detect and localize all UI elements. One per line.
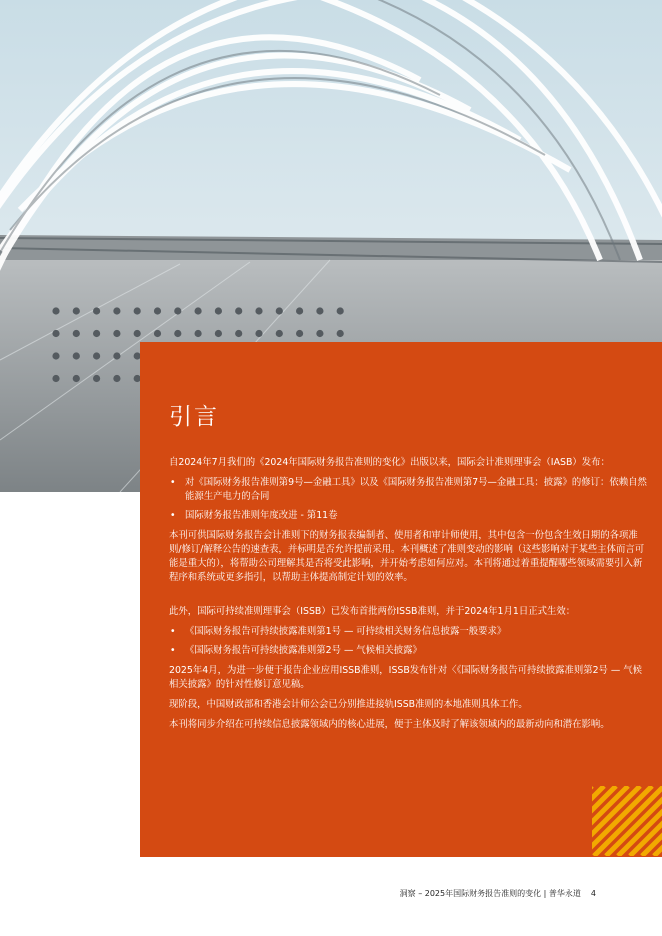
list-item: • 《国际财务报告可持续披露准则第1号 — 可持续相关财务信息披露一般要求》 bbox=[169, 625, 647, 639]
dot bbox=[93, 352, 100, 359]
dot bbox=[73, 352, 80, 359]
dot bbox=[296, 307, 303, 314]
intro-paragraph: 自2024年7月我们的《2024年国际财务报告准则的变化》出版以来，国际会计准则理事会（IASB）发布： bbox=[169, 457, 610, 468]
issb-intro-paragraph: 此外，国际可持续准则理事会（ISSB）已发布首批两份ISSB准则，并于2024年1月1日正式生效： bbox=[169, 606, 576, 617]
april-update-paragraph: 2025年4月，为进一步便于报告企业应用ISSB准则，ISSB发布针对〈《国际财务报告可持续披露准则第2号 — 气候相关披露》的针对性修订意见稿。 bbox=[169, 665, 643, 690]
list-item: • 国际财务报告准则年度改进 - 第11卷 bbox=[169, 509, 647, 523]
dot bbox=[337, 330, 344, 337]
dot bbox=[276, 307, 283, 314]
dot bbox=[93, 330, 100, 337]
dot bbox=[235, 307, 242, 314]
intro-panel bbox=[140, 342, 662, 857]
dot bbox=[255, 307, 262, 314]
dot bbox=[93, 375, 100, 382]
dot bbox=[113, 352, 120, 359]
dot bbox=[134, 330, 141, 337]
dot bbox=[73, 307, 80, 314]
footer-text: 洞察 – 2025年国际财务报告准则的变化 | 普华永道 bbox=[399, 889, 581, 898]
dot bbox=[154, 307, 161, 314]
dot bbox=[215, 330, 222, 337]
dot bbox=[296, 330, 303, 337]
dot bbox=[276, 330, 283, 337]
page-number: 4 bbox=[590, 889, 596, 898]
list-item: • 《国际财务报告可持续披露准则第2号 — 气候相关披露》 bbox=[169, 644, 647, 658]
dot bbox=[316, 307, 323, 314]
dot bbox=[52, 352, 59, 359]
dot bbox=[113, 375, 120, 382]
dot bbox=[154, 330, 161, 337]
dot bbox=[73, 330, 80, 337]
dot bbox=[195, 330, 202, 337]
dot bbox=[52, 330, 59, 337]
purpose-paragraph: 本刊可供国际财务报告会计准则下的财务报表编制者、使用者和审计师使用，其中包含一份包含生效日期的各项准则/修订/解释公告的速查表，并标明是否允许提前采用。本刊概述了准则变动的影响（这些影响对于某些主体而言可能是重大的），将帮助公司理解其是否将受此影响，并开始考虑如何应对。本刊将通过着重提醒哪些领域需要引入新程序和系统或更多指引，以帮助主体提高制定计划的效率。 bbox=[169, 530, 645, 583]
dot bbox=[174, 330, 181, 337]
dot bbox=[174, 307, 181, 314]
china-progress-paragraph: 现阶段，中国财政部和香港会计师公会已分别推进接轨ISSB准则的本地准则具体工作。 bbox=[169, 699, 528, 710]
iasb-publications-list bbox=[169, 476, 647, 523]
section-body bbox=[169, 456, 647, 738]
dot bbox=[235, 330, 242, 337]
dot bbox=[73, 375, 80, 382]
list-item: • 对《国际财务报告准则第9号—金融工具》以及《国际财务报告准则第7号—金融工具：披露》的修订：依赖自然能源生产电力的合同 bbox=[169, 476, 647, 504]
section-title: 引言 bbox=[169, 404, 219, 430]
diagonal-stripes-graphic bbox=[592, 786, 662, 856]
dot bbox=[93, 307, 100, 314]
dot bbox=[195, 307, 202, 314]
dot bbox=[316, 330, 323, 337]
dot bbox=[113, 307, 120, 314]
coverage-paragraph: 本刊将同步介绍在可持续信息披露领域内的核心进展，便于主体及时了解该领域内的最新动向和潜在影响。 bbox=[169, 719, 610, 730]
dot bbox=[337, 307, 344, 314]
page-footer bbox=[400, 888, 596, 899]
dot bbox=[113, 330, 120, 337]
dot bbox=[215, 307, 222, 314]
issb-standards-list bbox=[169, 625, 647, 658]
dot bbox=[134, 307, 141, 314]
dot bbox=[52, 375, 59, 382]
dot bbox=[255, 330, 262, 337]
dot bbox=[52, 307, 59, 314]
